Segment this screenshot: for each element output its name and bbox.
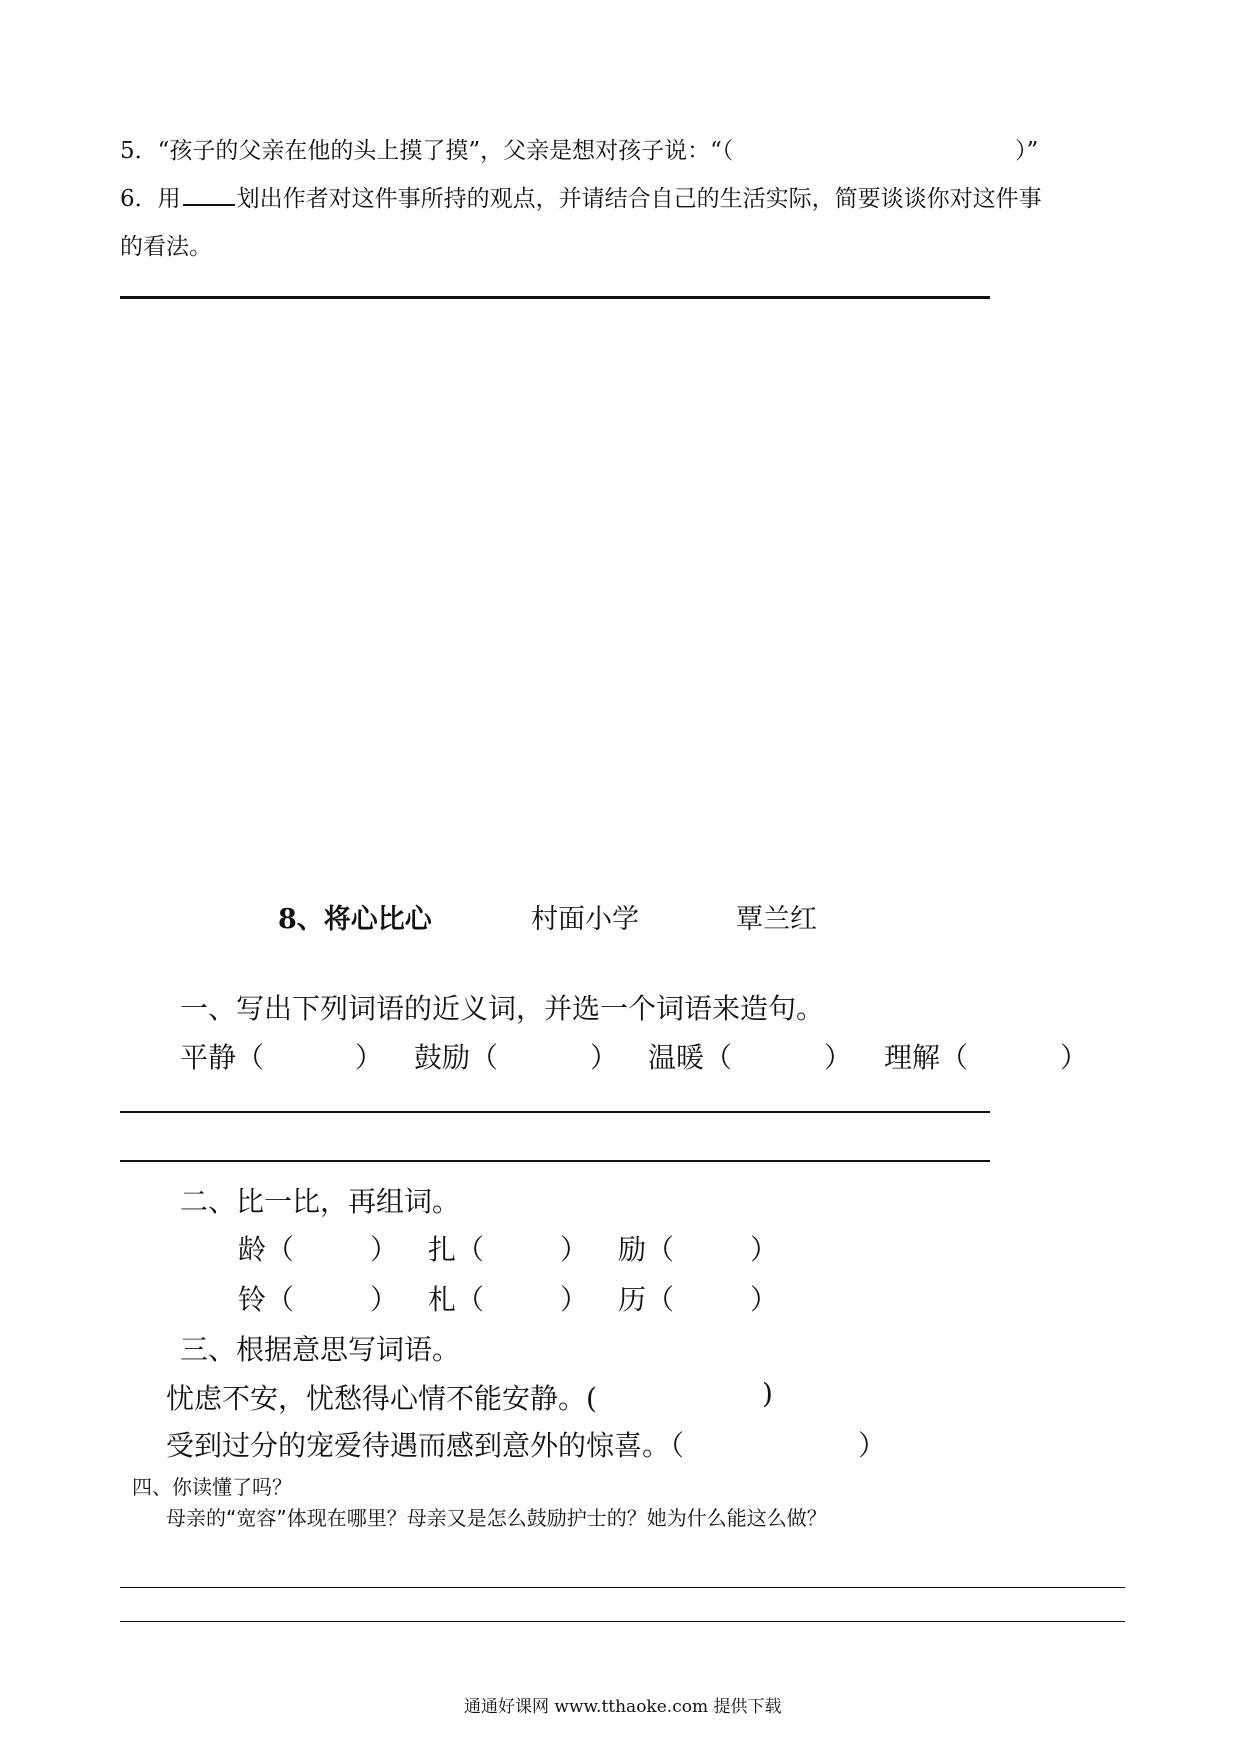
char-li-history: 历（ [618,1283,675,1316]
answer-line-4 [120,1621,1125,1622]
char-ling-age: 龄（ [238,1233,295,1266]
question-6-line2: 的看法。 [120,234,212,260]
question-5 [120,132,733,165]
footer-text: 通通好课网 www.tthaoke.com 提供下载 [464,1697,782,1717]
question-6-line1 [120,180,1042,213]
meaning-item-1: 忧虑不安，忧愁得心情不能安静。( [166,1382,597,1415]
section-3-heading: 三、根据意思写词语。 [180,1333,461,1366]
school-name: 村面小学 [531,904,639,935]
answer-line-2 [120,1160,990,1162]
section-4-heading: 四、你读懂了吗？ [132,1475,292,1499]
char-li-encourage: 励（ [618,1233,675,1266]
word-guli: 鼓励（ [414,1041,499,1074]
question-5-close: ）” [1015,138,1039,164]
char-li-encourage-close: ） [750,1233,779,1266]
word-pingjing: 平静（ [180,1041,265,1074]
section-4-question: 母亲的“宽容”体现在哪里？母亲又是怎么鼓励护士的？她为什么能这么做？ [166,1506,827,1530]
char-ling-bell-close: ） [370,1283,399,1316]
author-name: 覃兰红 [736,904,817,935]
word-lijie: 理解（ [884,1041,969,1074]
meaning-item-1-close: ) [762,1377,773,1410]
char-ling-bell: 铃（ [238,1283,295,1316]
meaning-item-2-close: ） [858,1429,887,1462]
question-5-text: 5．“孩子的父亲在他的头上摸了摸”，父亲是想对孩子说：“（ [120,138,734,164]
word-wennuan-close: ） [824,1041,853,1074]
char-zha-close: ） [560,1233,589,1266]
word-wennuan: 温暖（ [648,1041,733,1074]
word-lijie-close: ） [1060,1041,1089,1074]
char-ling-age-close: ） [370,1233,399,1266]
word-pingjing-close: ） [355,1041,384,1074]
word-guli-close: ） [590,1041,619,1074]
char-zha2: 札（ [428,1283,485,1316]
section-2-heading: 二、比一比，再组词。 [180,1185,461,1218]
underline-blank [183,186,235,206]
question-6-prefix: 6．用 [120,186,181,212]
char-li-history-close: ） [750,1283,779,1316]
char-zha2-close: ） [560,1283,589,1316]
answer-line-top [120,296,990,299]
answer-line-1 [120,1111,990,1113]
meaning-item-2: 受到过分的宠爱待遇而感到意外的惊喜。（ [166,1429,685,1462]
lesson-title: 8、将心比心 [278,904,432,935]
question-6-text: 划出作者对这件事所持的观点，并请结合自己的生活实际，简要谈谈你对这件事 [236,186,1042,212]
char-zha: 扎（ [428,1233,485,1266]
section-1-heading: 一、写出下列词语的近义词，并选一个词语来造句。 [180,992,825,1025]
answer-line-3 [120,1587,1125,1588]
